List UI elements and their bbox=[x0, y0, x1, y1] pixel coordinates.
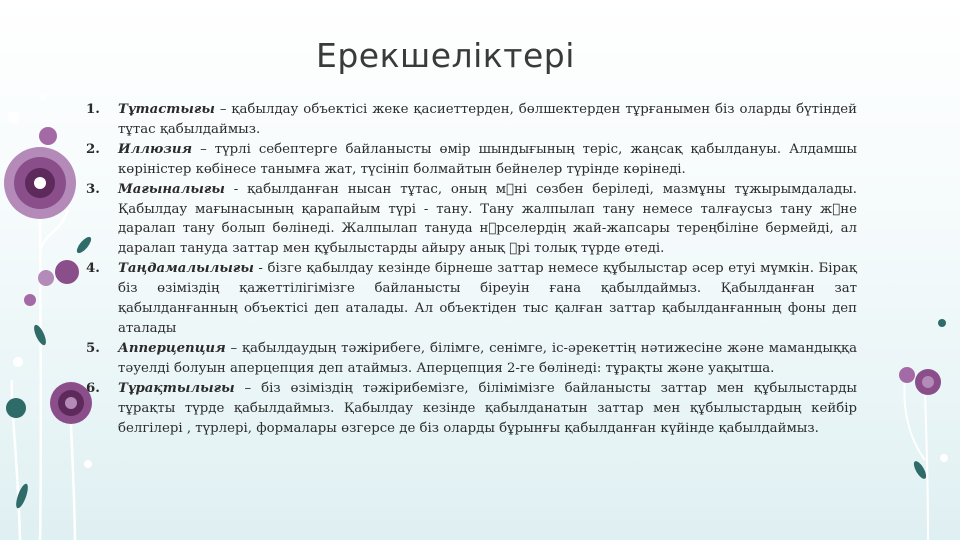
white-dot-icon bbox=[940, 454, 948, 462]
feature-list bbox=[86, 100, 857, 438]
list-item bbox=[86, 259, 857, 339]
item-number: 1. bbox=[86, 102, 100, 117]
item-text: – қабылдау объектісі жеке қасиеттерден, бөлшектерден тұрғанымен біз оларды бүтіндей тұтас қабылдаймыз. bbox=[118, 102, 857, 137]
slide-title: Ерекшеліктері bbox=[316, 36, 575, 75]
item-text: – қабылдаудың тәжірибеге, білімге, сенімге, іс-әрекеттің нәтижесіне және мамандыққа тәуелді болуын аперцепция деп атаймыз. Аперцепция 2-ге бөлінеді: тұрақты және уақытша. bbox=[118, 340, 857, 376]
item-term: Мағыналығы bbox=[118, 181, 225, 197]
item-term: Тұрақтылығы bbox=[118, 380, 235, 396]
item-term: Иллюзия bbox=[118, 141, 193, 157]
feature-list-container bbox=[86, 100, 857, 438]
floral-decoration-right bbox=[880, 0, 960, 540]
list-item bbox=[86, 379, 857, 439]
item-number: 5. bbox=[86, 340, 100, 356]
item-number: 2. bbox=[86, 141, 100, 157]
list-item bbox=[86, 180, 857, 260]
item-number: 4. bbox=[86, 261, 100, 277]
item-term: Апперцепция bbox=[118, 340, 226, 356]
item-number: 3. bbox=[86, 181, 100, 197]
list-item bbox=[86, 100, 857, 140]
list-item bbox=[86, 339, 857, 379]
item-text: – түрлі себептерге байланысты өмір шындығының теріс, жаңсақ қабылдануы. Алдамшы көріністер көбінесе танымға жат, түсініп болмайтын бейнелер түрінде көрінеді. bbox=[118, 141, 857, 177]
item-number: 6. bbox=[86, 380, 100, 396]
flower-large-icon bbox=[4, 147, 76, 219]
item-text: – біз өзіміздің тәжірибемізге, білімімізге байланысты заттар мен құбылыстарды тұрақты түрде қабылдаймыз. Қабылдау кезінде қабылданатын заттар мен құбылыстардың кейбір белгілері , түрлері, формалары өзгерсе де біз оларды бұрынғы қабылданған күйінде қабылдаймыз. bbox=[118, 380, 857, 436]
item-text: - қабылданған нысан тұтас, оның м ні сөзбен беріледі, мазмұны тұжырымдалады. Қабылдау мағынасының қарапайым түрі - тану. Тану жалпылап тану немесе талғаусыз тану ж не даралап тану болып бөлінеді. Жалпылап тануда н рселердің жай-жапсары тереңбіліне бермейді, ал даралап тануда заттар мен құбылыстарды айыру анық  рі толық түрде өтеді. bbox=[118, 181, 857, 257]
list-item bbox=[86, 140, 857, 180]
item-text: - бізге қабылдау кезінде бірнеше заттар немесе құбылыстар әсер етуі мүмкін. Бірақ біз өзіміздің қажеттілігімізге байланысты біреуін ғана қабылдаймыз. Қабылданған зат қабылданғанның объектісі деп аталады. Ал объектіден тыс қалған заттар қабылданғанның фоны деп аталады bbox=[118, 261, 857, 336]
item-term: Таңдамалылығы bbox=[118, 261, 254, 277]
item-term: Тұтастығы bbox=[118, 102, 215, 117]
